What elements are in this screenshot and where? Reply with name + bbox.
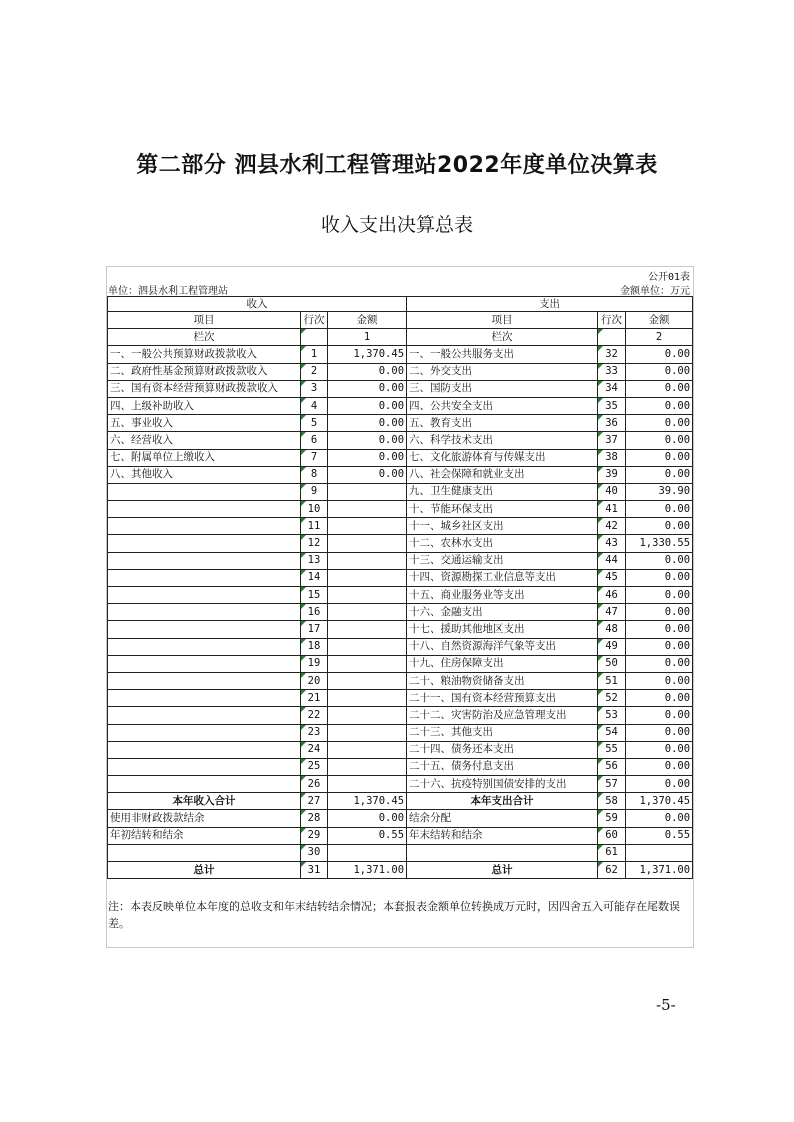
expense-item-cell: 二十六、抗疫特别国债安排的支出 — [407, 776, 598, 793]
expense-item-cell: 十九、住房保障支出 — [407, 655, 598, 672]
income-line-cell: 2 — [301, 363, 328, 380]
income-line-cell: 5 — [301, 415, 328, 432]
expense-line-cell: 38 — [598, 449, 626, 466]
income-amount-cell — [328, 552, 407, 569]
income-column-blank — [301, 329, 328, 346]
expense-line-cell: 54 — [598, 724, 626, 741]
unit-label: 单位：泗县水利工程管理站 — [108, 286, 228, 297]
expense-item-cell: 十七、援助其他地区支出 — [407, 621, 598, 638]
expense-item-cell: 本年支出合计 — [407, 793, 598, 810]
income-amount-cell: 0.00 — [328, 415, 407, 432]
expense-line-cell: 51 — [598, 672, 626, 689]
expense-amount-cell: 0.00 — [626, 363, 693, 380]
income-item-cell: 八、其他收入 — [108, 466, 301, 483]
expense-amount-cell: 1,370.45 — [626, 793, 693, 810]
table-row — [108, 449, 693, 466]
table-row — [108, 380, 693, 397]
income-item-cell — [108, 672, 301, 689]
table-row — [108, 655, 693, 672]
income-line-cell: 23 — [301, 724, 328, 741]
income-line-cell: 7 — [301, 449, 328, 466]
income-item-cell — [108, 621, 301, 638]
expense-line-cell: 33 — [598, 363, 626, 380]
expense-amount-cell: 0.00 — [626, 518, 693, 535]
income-section-header: 收入 — [108, 297, 407, 312]
income-line-cell: 4 — [301, 397, 328, 414]
table-row — [108, 793, 693, 810]
income-item-cell: 六、经营收入 — [108, 432, 301, 449]
income-line-cell: 27 — [301, 793, 328, 810]
income-line-cell: 14 — [301, 569, 328, 586]
page-title: 第二部分 泗县水利工程管理站2022年度单位决算表 — [136, 153, 658, 178]
table-body — [108, 297, 693, 879]
expense-item-cell: 三、国防支出 — [407, 380, 598, 397]
income-item-cell: 使用非财政拨款结余 — [108, 810, 301, 827]
expense-item-cell: 年末结转和结余 — [407, 827, 598, 844]
income-item-cell: 二、政府性基金预算财政拨款收入 — [108, 363, 301, 380]
income-line-cell: 6 — [301, 432, 328, 449]
income-item-cell — [108, 501, 301, 518]
expense-amount-cell: 0.00 — [626, 432, 693, 449]
income-amount-cell — [328, 483, 407, 500]
expense-item-cell: 八、社会保障和就业支出 — [407, 466, 598, 483]
income-amount-cell — [328, 672, 407, 689]
income-amount-cell — [328, 604, 407, 621]
income-amount-cell — [328, 758, 407, 775]
income-item-cell: 本年收入合计 — [108, 793, 301, 810]
income-item-cell — [108, 552, 301, 569]
expense-amount-cell: 0.00 — [626, 621, 693, 638]
expense-amount-cell: 0.00 — [626, 758, 693, 775]
table-row — [108, 604, 693, 621]
table-row — [108, 707, 693, 724]
expense-line-cell: 61 — [598, 844, 626, 861]
expense-line-cell: 53 — [598, 707, 626, 724]
expense-line-cell: 39 — [598, 466, 626, 483]
expense-item-cell: 十五、商业服务业等支出 — [407, 587, 598, 604]
income-item-cell — [108, 518, 301, 535]
expense-line-cell: 34 — [598, 380, 626, 397]
income-item-cell — [108, 724, 301, 741]
income-line-cell: 29 — [301, 827, 328, 844]
expense-amount-cell: 0.00 — [626, 741, 693, 758]
table-row — [108, 346, 693, 363]
income-item-cell — [108, 638, 301, 655]
income-item-cell: 七、附属单位上缴收入 — [108, 449, 301, 466]
income-amount-cell: 0.00 — [328, 397, 407, 414]
expense-amount-cell: 0.00 — [626, 672, 693, 689]
expense-amount-cell: 0.00 — [626, 501, 693, 518]
expense-amount-cell: 39.90 — [626, 483, 693, 500]
page-number: -5- — [656, 996, 676, 1014]
income-expense-table — [107, 296, 693, 879]
expense-amount-cell: 0.00 — [626, 638, 693, 655]
expense-line-cell: 32 — [598, 346, 626, 363]
expense-line-cell: 37 — [598, 432, 626, 449]
expense-line-cell: 42 — [598, 518, 626, 535]
expense-amount-cell: 0.00 — [626, 724, 693, 741]
income-amount-cell — [328, 569, 407, 586]
income-item-cell: 一、一般公共预算财政拨款收入 — [108, 346, 301, 363]
expense-amount-cell: 0.00 — [626, 449, 693, 466]
expense-amount-cell — [626, 844, 693, 861]
income-line-cell: 28 — [301, 810, 328, 827]
form-number: 公开01表 — [647, 272, 690, 283]
income-item-cell — [108, 758, 301, 775]
income-line-cell: 18 — [301, 638, 328, 655]
income-item-cell — [108, 483, 301, 500]
table-row — [108, 844, 693, 861]
income-line-cell: 1 — [301, 346, 328, 363]
expense-line-cell: 40 — [598, 483, 626, 500]
expense-amount-cell: 0.00 — [626, 466, 693, 483]
income-amount-cell — [328, 690, 407, 707]
expense-item-cell: 总计 — [407, 862, 598, 879]
income-item-cell — [108, 655, 301, 672]
table-row — [108, 587, 693, 604]
expense-line-cell: 36 — [598, 415, 626, 432]
expense-amount-cell: 0.00 — [626, 552, 693, 569]
income-line-cell: 3 — [301, 380, 328, 397]
expense-line-cell: 41 — [598, 501, 626, 518]
income-line-cell: 13 — [301, 552, 328, 569]
income-line-header: 行次 — [301, 312, 328, 329]
expense-line-cell: 50 — [598, 655, 626, 672]
expense-item-cell: 二十四、债务还本支出 — [407, 741, 598, 758]
expense-line-cell: 62 — [598, 862, 626, 879]
income-column-number: 1 — [328, 329, 407, 346]
income-item-cell — [108, 690, 301, 707]
income-line-cell: 16 — [301, 604, 328, 621]
income-item-cell — [108, 707, 301, 724]
table-row — [108, 690, 693, 707]
table-row — [108, 758, 693, 775]
income-line-cell: 21 — [301, 690, 328, 707]
income-amount-cell — [328, 741, 407, 758]
table-row — [108, 672, 693, 689]
expense-line-cell: 55 — [598, 741, 626, 758]
expense-item-cell: 七、文化旅游体育与传媒支出 — [407, 449, 598, 466]
income-amount-cell — [328, 501, 407, 518]
table-row — [108, 363, 693, 380]
expense-line-cell: 47 — [598, 604, 626, 621]
income-line-cell: 22 — [301, 707, 328, 724]
income-item-cell: 五、事业收入 — [108, 415, 301, 432]
section-header-row — [108, 297, 693, 312]
income-amount-cell — [328, 535, 407, 552]
income-item-cell: 总计 — [108, 862, 301, 879]
income-item-header: 项目 — [108, 312, 301, 329]
expense-item-cell: 二十五、债务付息支出 — [407, 758, 598, 775]
expense-item-cell: 四、公共安全支出 — [407, 397, 598, 414]
income-item-cell: 三、国有资本经营预算财政拨款收入 — [108, 380, 301, 397]
expense-amount-cell: 0.00 — [626, 604, 693, 621]
expense-amount-cell: 0.00 — [626, 587, 693, 604]
table-row — [108, 810, 693, 827]
table-row — [108, 827, 693, 844]
income-item-cell — [108, 604, 301, 621]
expense-amount-cell: 0.00 — [626, 810, 693, 827]
expense-column-blank — [598, 329, 626, 346]
income-line-cell: 19 — [301, 655, 328, 672]
income-line-cell: 17 — [301, 621, 328, 638]
money-unit-label: 金额单位：万元 — [620, 286, 690, 297]
income-amount-cell: 0.00 — [328, 466, 407, 483]
expense-line-cell: 56 — [598, 758, 626, 775]
income-amount-cell — [328, 655, 407, 672]
income-item-cell — [108, 844, 301, 861]
income-amount-cell — [328, 518, 407, 535]
unit-row — [108, 280, 692, 297]
income-amount-cell — [328, 844, 407, 861]
table-row — [108, 862, 693, 879]
table-row — [108, 776, 693, 793]
expense-item-cell: 九、卫生健康支出 — [407, 483, 598, 500]
expense-line-cell: 57 — [598, 776, 626, 793]
income-amount-cell — [328, 638, 407, 655]
income-amount-cell: 0.00 — [328, 449, 407, 466]
income-amount-cell: 1,370.45 — [328, 346, 407, 363]
income-amount-cell — [328, 724, 407, 741]
expense-amount-header: 金额 — [626, 312, 693, 329]
expense-amount-cell: 1,330.55 — [626, 535, 693, 552]
expense-item-header: 项目 — [407, 312, 598, 329]
table-row — [108, 466, 693, 483]
income-line-cell: 24 — [301, 741, 328, 758]
expense-amount-cell: 0.00 — [626, 380, 693, 397]
table-row — [108, 501, 693, 518]
table-row — [108, 415, 693, 432]
table-row — [108, 741, 693, 758]
expense-line-cell: 48 — [598, 621, 626, 638]
income-line-cell: 30 — [301, 844, 328, 861]
expense-item-cell: 二、外交支出 — [407, 363, 598, 380]
expense-line-cell: 45 — [598, 569, 626, 586]
expense-line-cell: 43 — [598, 535, 626, 552]
income-amount-header: 金额 — [328, 312, 407, 329]
income-amount-cell — [328, 621, 407, 638]
income-amount-cell — [328, 707, 407, 724]
expense-amount-cell: 0.00 — [626, 655, 693, 672]
expense-section-header: 支出 — [407, 297, 693, 312]
expense-item-cell: 十三、交通运输支出 — [407, 552, 598, 569]
expense-amount-cell: 0.00 — [626, 569, 693, 586]
expense-amount-cell: 0.00 — [626, 690, 693, 707]
income-item-cell — [108, 741, 301, 758]
income-line-cell: 11 — [301, 518, 328, 535]
expense-item-cell: 十一、城乡社区支出 — [407, 518, 598, 535]
income-column-label: 栏次 — [108, 329, 301, 346]
expense-item-cell: 结余分配 — [407, 810, 598, 827]
expense-line-cell: 59 — [598, 810, 626, 827]
income-item-cell: 四、上级补助收入 — [108, 397, 301, 414]
income-line-cell: 31 — [301, 862, 328, 879]
expense-item-cell: 五、教育支出 — [407, 415, 598, 432]
expense-amount-cell: 1,371.00 — [626, 862, 693, 879]
table-row — [108, 397, 693, 414]
expense-amount-cell: 0.00 — [626, 415, 693, 432]
expense-column-label: 栏次 — [407, 329, 598, 346]
expense-amount-cell: 0.55 — [626, 827, 693, 844]
income-amount-cell: 0.55 — [328, 827, 407, 844]
expense-line-header: 行次 — [598, 312, 626, 329]
expense-line-cell: 44 — [598, 552, 626, 569]
column-index-row — [108, 329, 693, 346]
expense-item-cell: 十二、农林水支出 — [407, 535, 598, 552]
income-amount-cell: 1,370.45 — [328, 793, 407, 810]
table-title: 收入支出决算总表 — [320, 214, 473, 236]
table-row — [108, 535, 693, 552]
expense-item-cell — [407, 844, 598, 861]
expense-item-cell: 十六、金融支出 — [407, 604, 598, 621]
table-row — [108, 518, 693, 535]
expense-item-cell: 十四、资源勘探工业信息等支出 — [407, 569, 598, 586]
table-row — [108, 432, 693, 449]
expense-line-cell: 35 — [598, 397, 626, 414]
income-amount-cell — [328, 587, 407, 604]
income-item-cell — [108, 587, 301, 604]
income-amount-cell: 0.00 — [328, 810, 407, 827]
income-line-cell: 8 — [301, 466, 328, 483]
expense-line-cell: 52 — [598, 690, 626, 707]
expense-item-cell: 一、一般公共服务支出 — [407, 346, 598, 363]
expense-item-cell: 二十二、灾害防治及应急管理支出 — [407, 707, 598, 724]
expense-item-cell: 十八、自然资源海洋气象等支出 — [407, 638, 598, 655]
income-amount-cell: 1,371.00 — [328, 862, 407, 879]
expense-line-cell: 49 — [598, 638, 626, 655]
income-line-cell: 15 — [301, 587, 328, 604]
income-amount-cell: 0.00 — [328, 363, 407, 380]
income-item-cell — [108, 535, 301, 552]
expense-item-cell: 二十一、国有资本经营预算支出 — [407, 690, 598, 707]
income-line-cell: 25 — [301, 758, 328, 775]
expense-amount-cell: 0.00 — [626, 776, 693, 793]
income-item-cell — [108, 569, 301, 586]
income-item-cell: 年初结转和结余 — [108, 827, 301, 844]
table-row — [108, 483, 693, 500]
income-line-cell: 26 — [301, 776, 328, 793]
expense-amount-cell: 0.00 — [626, 346, 693, 363]
income-item-cell — [108, 776, 301, 793]
table-note: 注：本表反映单位本年度的总收支和年末结转结余情况；本套报表金额单位转换成万元时，因四舍五入可能存在尾数误差。 — [108, 900, 680, 930]
table-row — [108, 621, 693, 638]
income-line-cell: 9 — [301, 483, 328, 500]
expense-line-cell: 60 — [598, 827, 626, 844]
expense-amount-cell: 0.00 — [626, 707, 693, 724]
table-row — [108, 569, 693, 586]
expense-item-cell: 二十三、其他支出 — [407, 724, 598, 741]
income-amount-cell — [328, 776, 407, 793]
income-line-cell: 20 — [301, 672, 328, 689]
income-amount-cell: 0.00 — [328, 432, 407, 449]
table-row — [108, 638, 693, 655]
column-header-row — [108, 312, 693, 329]
income-amount-cell: 0.00 — [328, 380, 407, 397]
expense-item-cell: 二十、粮油物资储备支出 — [407, 672, 598, 689]
expense-amount-cell: 0.00 — [626, 397, 693, 414]
expense-line-cell: 46 — [598, 587, 626, 604]
expense-item-cell: 六、科学技术支出 — [407, 432, 598, 449]
table-row — [108, 552, 693, 569]
table-row — [108, 724, 693, 741]
expense-column-number: 2 — [626, 329, 693, 346]
income-line-cell: 12 — [301, 535, 328, 552]
income-line-cell: 10 — [301, 501, 328, 518]
expense-line-cell: 58 — [598, 793, 626, 810]
expense-item-cell: 十、节能环保支出 — [407, 501, 598, 518]
